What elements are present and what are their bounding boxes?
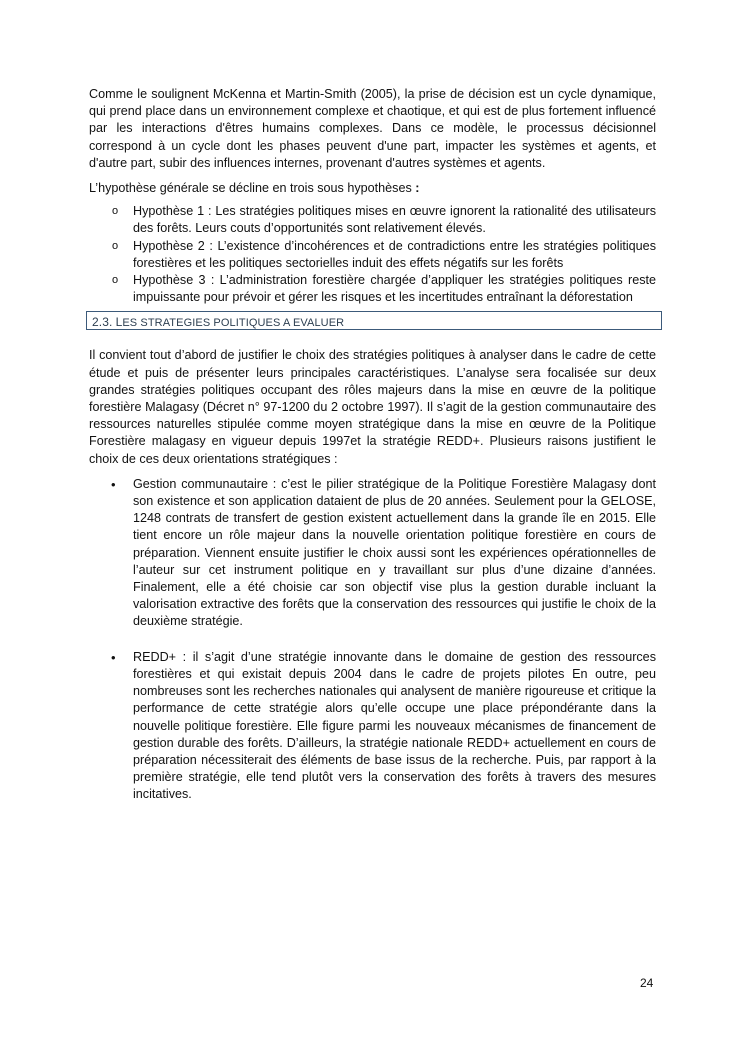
strategy-text: Gestion communautaire : c’est le pilier stratégique de la Politique Forestière Malagasy dont son existence et son application dataient de plus de 20 années. Seulement pour la GELOSE, 1248 contrats de transfert de gestion existent actuellement dans la grande île en 2015. Elle tient encore un rôle majeur dans la nouvelle orientation politique forestière en cours de préparation. Viennent ensuite justifier le choix aussi sont les expériences opérationnelles de l’auteur sur cet instrument politique en y travaillant sur plus d’une dizaine d’années. Finalement, elle a été choisie car son objectif vise plus la gestion durable incluant la valorisation extractive des forêts que la conservation des ressources qui justifie le choix de la deuxième stratégie. [133, 476, 656, 629]
circle-bullet-icon: o [112, 205, 119, 218]
section-title-rest: ES STRATEGIES POLITIQUES A EVALUER [122, 317, 345, 330]
hypothesis-text: Hypothèse 1 : Les stratégies politiques mises en œuvre ignorent la rationalité des utilisateurs des forêts. Leurs couts d’opportunités sont relativement élevés. [133, 204, 656, 236]
hypothesis-list [89, 203, 656, 306]
section-title-initial: L [115, 315, 123, 330]
circle-bullet-icon: o [112, 274, 119, 287]
strategy-text: REDD+ : il s’agit d’une stratégie innovante dans le domaine de gestion des ressources forestières et qui existait depuis 2004 dans le cadre de projets pilotes En outre, peu nombreuses sont les recherches nationales qui analysent de manière rigoureuse et critique la performance de cette stratégie alors qu’elle occupe une place prépondérante dans la nouvelle politique forestière. Elle figure parmi les nouveaux mécanismes de financement de gestion durable des forêts. D’ailleurs, la stratégie nationale REDD+ actuellement en cours de préparation nécessiterait des éléments de base issus de la recherche. Puis, par rapport à la première stratégie, elle tend plutôt vers la conservation des forêts à travers des mesures incitatives. [133, 649, 656, 802]
hypothesis-item-3 [89, 272, 656, 306]
circle-bullet-icon: o [112, 239, 119, 252]
section-heading [86, 311, 662, 330]
hypothesis-text: Hypothèse 2 : L’existence d’incohérences et de contradictions entre les stratégies politiques forestières et les politiques sectorielles induit des effets négatifs sur les forêts [133, 238, 656, 270]
strategy-item-gestion [89, 476, 656, 631]
page-number: 24 [640, 976, 654, 990]
hypothesis-intro [89, 180, 656, 197]
bullet-icon: • [111, 649, 116, 665]
hypothesis-item-1 [89, 203, 656, 237]
strategy-list [89, 476, 656, 804]
section-paragraph: Il convient tout d’abord de justifier le choix des stratégies politiques à analyser dans le cadre de cette étude et puis de présenter leurs principales caractéristiques. L’analyse sera focalisée sur deux grandes stratégies politiques occupant des rôles majeurs dans la mise en œuvre de la politique forestière Malagasy (Décret n° 97-1200 du 2 octobre 1997). Il s’agit de la gestion communautaire des ressources naturelles stipulée comme moyen stratégique dans la mise en œuvre de la Politique Forestière malagasy en vigueur depuis 1997et la stratégie REDD+. Plusieurs raisons justifient le choix de ces deux orientations stratégiques : [89, 348, 656, 466]
document-page [89, 86, 656, 804]
section-number: 2.3. [92, 315, 113, 330]
spacer [89, 330, 656, 347]
hypothesis-text: Hypothèse 3 : L’administration forestière chargée d’appliquer les stratégies politiques reste impuissante pour prévoir et gérer les risques et les incertitudes entraînant la déforestation [133, 273, 656, 305]
bullet-icon: • [111, 476, 116, 492]
hypothesis-item-2 [89, 238, 656, 272]
hypothesis-intro-text: L’hypothèse générale se décline en trois sous hypothèses [89, 181, 412, 196]
strategy-item-redd [89, 649, 656, 804]
intro-paragraph: Comme le soulignent McKenna et Martin-Smith (2005), la prise de décision est un cycle dynamique, qui prend place dans un environnement complexe et chaotique, et qui est de plus fortement influencé par les interactions d'êtres humains complexes. Dans ce modèle, le processus décisionnel correspond à un cycle dont les phases peuvent d'une part, impacter les systèmes et agents, et d'autre part, subir des influences internes, provenant d'autres systèmes et agents. [89, 87, 656, 170]
hypothesis-intro-colon: : [411, 181, 420, 196]
